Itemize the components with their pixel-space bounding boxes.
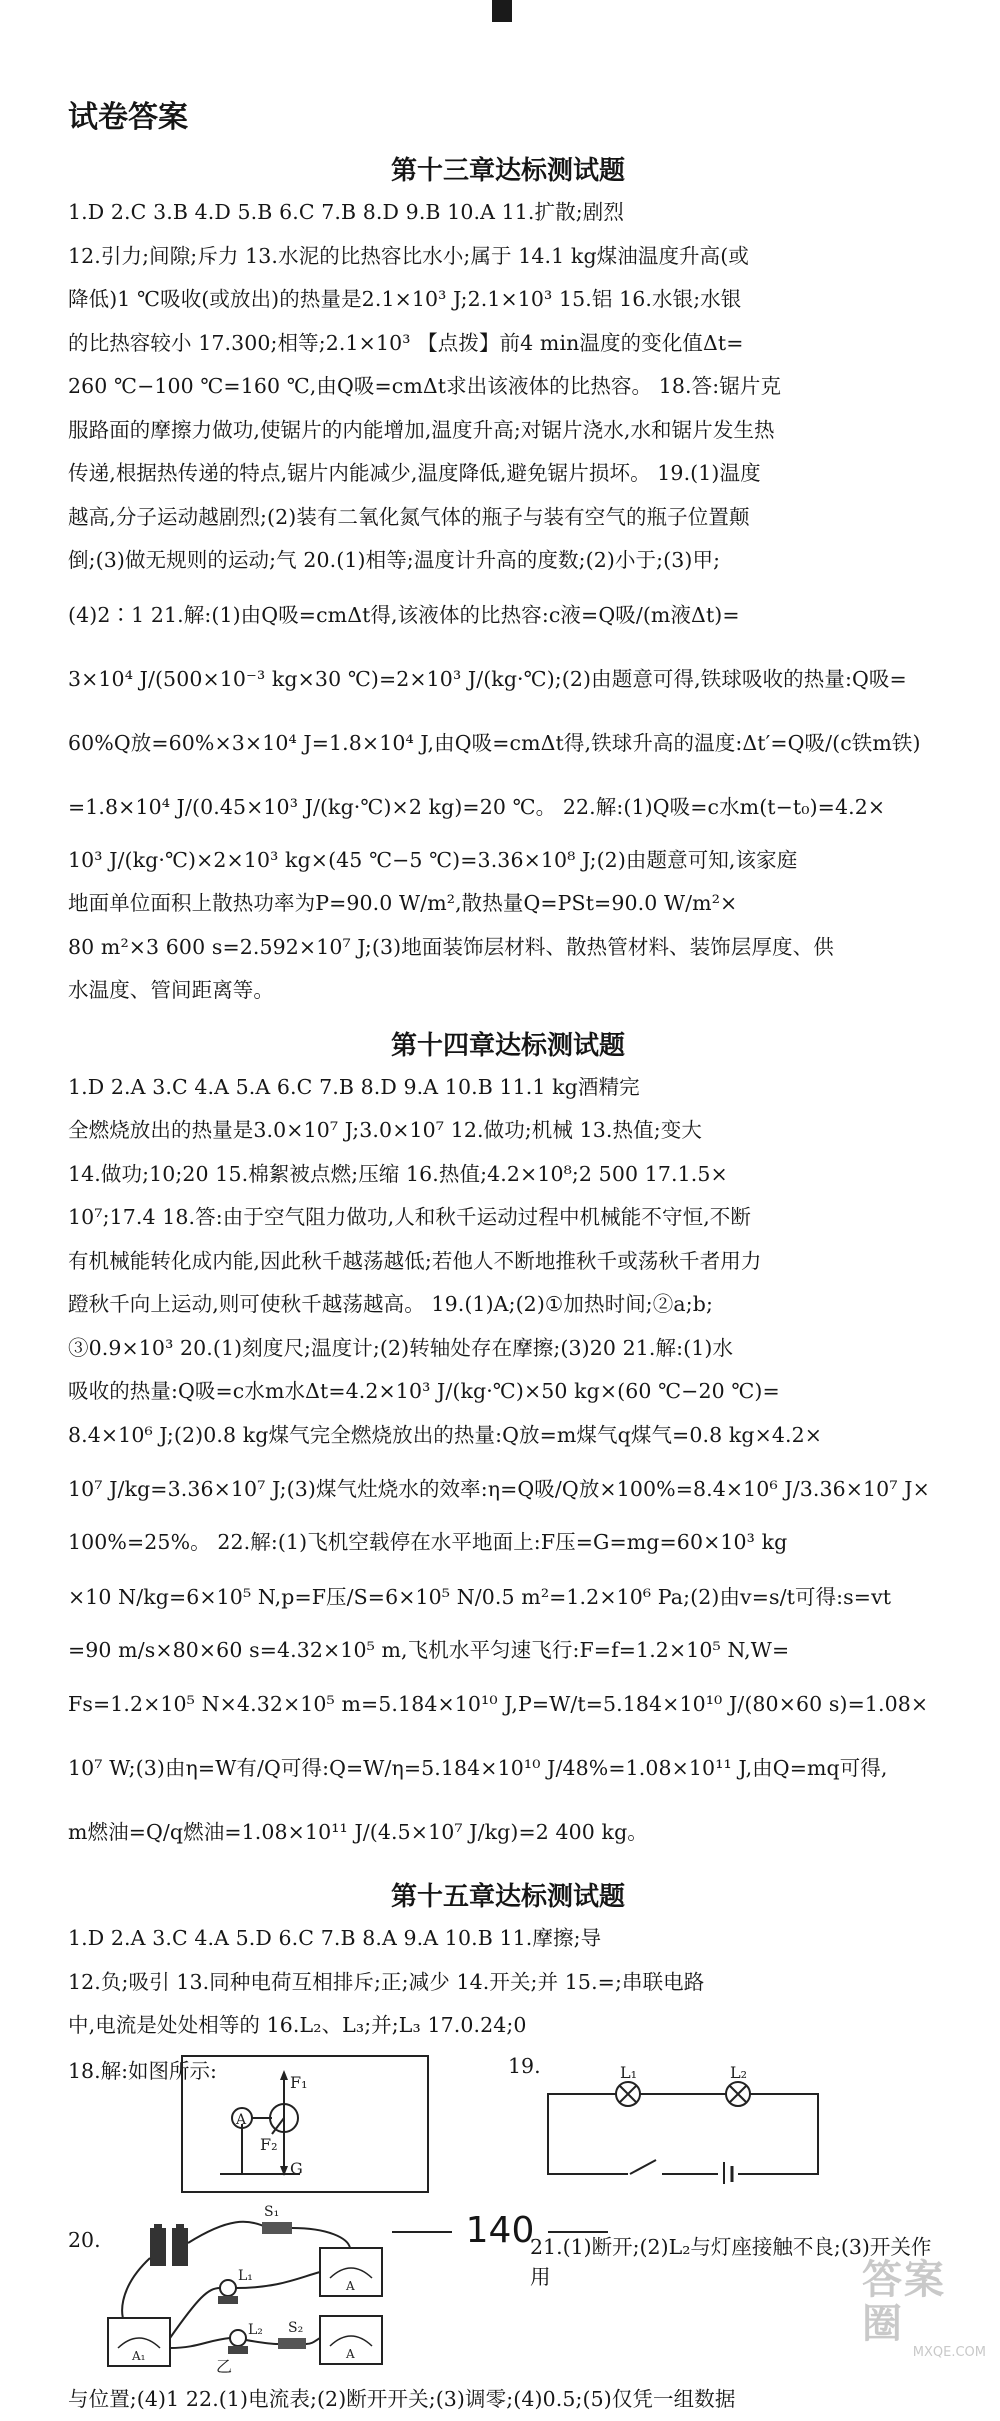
ammeter-a1-label: A₁ <box>131 2349 145 2363</box>
lamp-l1-label: L₁ <box>238 2268 253 2284</box>
page-number <box>0 2210 1000 2251</box>
answer-line: 10⁷ J/kg=3.36×10⁷ J;(3)煤气灶烧水的效率:η=Q吸/Q放×100%=8.4×10⁶ J/3.36×10⁷ J× <box>68 1457 948 1521</box>
answer-line: 1.D 2.C 3.B 4.D 5.B 6.C 7.B 8.D 9.B 10.A 11.扩散;剧烈 <box>68 191 948 235</box>
page-number-dash-right <box>548 2231 608 2233</box>
q19-label: 19. <box>508 2054 541 2078</box>
f2-label: F₂ <box>260 2135 278 2154</box>
s2-label: S₂ <box>288 2320 303 2336</box>
answer-page <box>68 92 948 2421</box>
answer-line: 地面单位面积上散热功率为P=90.0 W/m²,散热量Q=PSt=90.0 W/m²× <box>68 882 948 926</box>
chapter-14 <box>68 1025 948 1865</box>
f1-label: F₁ <box>290 2073 308 2092</box>
answer-line: 100%=25%。 22.解:(1)飞机空载停在水平地面上:F压=G=mg=60×10³ kg <box>68 1521 948 1565</box>
q18-label: 18.解:如图所示: <box>68 2054 217 2084</box>
answer-line: 蹬秋千向上运动,则可使秋千越荡越高。 19.(1)A;(2)①加热时间;②a;b; <box>68 1283 948 1327</box>
force-diagram-figure <box>180 2054 430 2194</box>
answer-line: ×10 N/kg=6×10⁵ N,p=F压/S=6×10⁵ N/0.5 m²=1.2×10⁶ Pa;(2)由v=s/t可得:s=vt <box>68 1565 948 1629</box>
answer-line: 12.负;吸引 13.同种电荷互相排斥;正;减少 14.开关;并 15.=;串联电路 <box>68 1961 948 2005</box>
q21-answer: 21.(1)断开;(2)L₂与灯座接触不良;(3)开关作用 <box>530 2230 948 2290</box>
answer-line: 10⁷ W;(3)由η=W有/Q可得:Q=W/η=5.184×10¹⁰ J/48%=1.08×10¹¹ J,由Q=mq可得, <box>68 1736 948 1800</box>
answer-line: 10³ J/(kg·℃)×2×10³ kg×(45 ℃−5 ℃)=3.36×10⁸ J;(2)由题意可知,该家庭 <box>68 839 948 883</box>
chapter-title: 第十五章达标测试题 <box>68 1876 948 1913</box>
section-title: 试卷答案 <box>68 92 948 136</box>
watermark <box>862 2258 986 2320</box>
answer-line: 60%Q放=60%×3×10⁴ J=1.8×10⁴ J,由Q吸=cmΔt得,铁球升高的温度:Δt′=Q吸/(c铁m铁) <box>68 711 948 775</box>
l1-label: L₁ <box>620 2064 637 2082</box>
watermark-url: MXQE.COM <box>862 2346 986 2360</box>
answer-line: 260 ℃−100 ℃=160 ℃,由Q吸=cmΔt求出该液体的比热容。 18.答:锯片克 <box>68 365 948 409</box>
page-number-dash-left <box>392 2231 452 2233</box>
answer-line: 10⁷;17.4 18.答:由于空气阻力做功,人和秋千运动过程中机械能不守恒,不断 <box>68 1196 948 1240</box>
answer-line: 14.做功;10;20 15.棉絮被点燃;压缩 16.热值;4.2×10⁸;2 500 17.1.5× <box>68 1153 948 1197</box>
answer-line: =1.8×10⁴ J/(0.45×10³ J/(kg·℃)×2 kg)=20 ℃。 22.解:(1)Q吸=c水m(t−t₀)=4.2× <box>68 775 948 839</box>
answer-line: Fs=1.2×10⁵ N×4.32×10⁵ m=5.184×10¹⁰ J,P=W/t=5.184×10¹⁰ J/(80×60 s)=1.08× <box>68 1672 948 1736</box>
answer-line: 与位置;(4)1 22.(1)电流表;(2)断开开关;(3)调零;(4)0.5;(5)仅凭一组数据 <box>68 2378 948 2421</box>
answer-line: 1.D 2.A 3.C 4.A 5.D 6.C 7.B 8.A 9.A 10.B 11.摩擦;导 <box>68 1917 948 1961</box>
g-label: G <box>290 2159 303 2178</box>
circuit-diagram-figure <box>538 2064 828 2184</box>
answer-line: 中,电流是处处相等的 16.L₂、L₃;并;L₃ 17.0.24;0 <box>68 2004 948 2048</box>
answer-line: ③0.9×10³ 20.(1)刻度尺;温度计;(2)转轴处存在摩擦;(3)20 21.解:(1)水 <box>68 1327 948 1371</box>
ammeter-label: A <box>235 2112 247 2128</box>
answer-line: 越高,分子运动越剧烈;(2)装有二氧化氮气体的瓶子与装有空气的瓶子位置颠 <box>68 496 948 540</box>
page-number-text: 140 <box>466 2210 535 2251</box>
watermark-title: 答案圈 <box>862 2258 986 2346</box>
answer-line: 吸收的热量:Q吸=c水m水Δt=4.2×10³ J/(kg·℃)×50 kg×(60 ℃−20 ℃)= <box>68 1370 948 1414</box>
answer-line: 80 m²×3 600 s=2.592×10⁷ J;(3)地面装饰层材料、散热管材料、装饰层厚度、供 <box>68 926 948 970</box>
answer-line: 服路面的摩擦力做功,使锯片的内能增加,温度升高;对锯片浇水,水和锯片发生热 <box>68 409 948 453</box>
q20-label: 20. <box>68 2228 101 2252</box>
answer-line: 降低)1 ℃吸收(或放出)的热量是2.1×10³ J;2.1×10³ 15.铝 16.水银;水银 <box>68 278 948 322</box>
answer-line: 1.D 2.A 3.C 4.A 5.A 6.C 7.B 8.D 9.A 10.B 11.1 kg酒精完 <box>68 1066 948 1110</box>
answer-line: 的比热容较小 17.300;相等;2.1×10³ 【点拨】前4 min温度的变化值Δt= <box>68 322 948 366</box>
binding-mark <box>492 0 512 22</box>
answer-line: 3×10⁴ J/(500×10⁻³ kg×30 ℃)=2×10³ J/(kg·℃);(2)由题意可得,铁球吸收的热量:Q吸= <box>68 647 948 711</box>
answer-line: (4)2∶1 21.解:(1)由Q吸=cmΔt得,该液体的比热容:c液=Q吸/(m液Δt)= <box>68 583 948 647</box>
answer-line: 8.4×10⁶ J;(2)0.8 kg煤气完全燃烧放出的热量:Q放=m煤气q煤气=0.8 kg×4.2× <box>68 1414 948 1458</box>
answer-line: =90 m/s×80×60 s=4.32×10⁵ m,飞机水平匀速飞行:F=f=1.2×10⁵ N,W= <box>68 1629 948 1673</box>
chapter-15 <box>68 1876 948 2048</box>
answer-line: 水温度、管间距离等。 <box>68 969 948 1013</box>
lamp-l2-label: L₂ <box>248 2322 263 2338</box>
answer-line: 12.引力;间隙;斥力 13.水泥的比热容比水小;属于 14.1 kg煤油温度升高(或 <box>68 235 948 279</box>
answer-line: 倒;(3)做无规则的运动;气 20.(1)相等;温度计升高的度数;(2)小于;(3)甲; <box>68 539 948 583</box>
ammeter-b-label: A <box>345 2347 355 2361</box>
s1-label: S₁ <box>264 2204 279 2220</box>
answer-line: 全燃烧放出的热量是3.0×10⁷ J;3.0×10⁷ 12.做功;机械 13.热值;变大 <box>68 1109 948 1153</box>
ammeter-a-label: A <box>345 2279 355 2293</box>
answer-line: m燃油=Q/q燃油=1.08×10¹¹ J/(4.5×10⁷ J/kg)=2 400 kg。 <box>68 1800 948 1864</box>
chapter-title: 第十四章达标测试题 <box>68 1025 948 1062</box>
figure-caption: 乙 <box>216 2357 232 2373</box>
answer-line: 有机械能转化成内能,因此秋千越荡越低;若他人不断地推秋千或荡秋千者用力 <box>68 1240 948 1284</box>
chapter-13 <box>68 150 948 1013</box>
l2-label: L₂ <box>730 2064 747 2082</box>
answer-line: 传递,根据热传递的特点,锯片内能减少,温度降低,避免锯片损坏。 19.(1)温度 <box>68 452 948 496</box>
chapter-title: 第十三章达标测试题 <box>68 150 948 187</box>
